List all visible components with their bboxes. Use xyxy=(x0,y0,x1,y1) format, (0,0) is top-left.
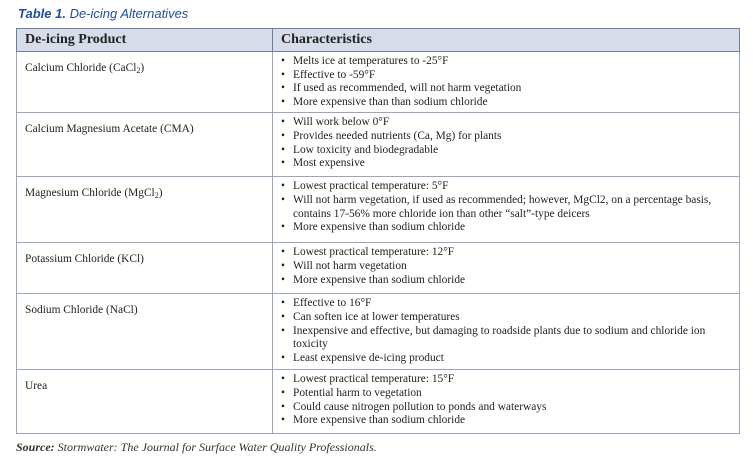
table-row xyxy=(17,243,740,294)
table-row xyxy=(17,52,740,113)
characteristic-item: • Will not harm vegetation, if used as recommended; however, MgCl2, on a percentage basis, contains 17-56% more chloride ion than other “salt”-type deicers xyxy=(279,194,731,221)
caption-title: De-icing Alternatives xyxy=(69,6,189,21)
characteristic-item: • Will work below 0°F xyxy=(279,116,731,130)
product-cell: Sodium Chloride (NaCl) xyxy=(17,294,273,370)
table-row xyxy=(17,177,740,243)
product-cell: Urea xyxy=(17,370,273,434)
characteristic-item: • Effective to 16°F xyxy=(279,297,731,311)
characteristic-item: • More expensive than sodium chloride xyxy=(279,221,731,235)
product-cell: Calcium Magnesium Acetate (CMA) xyxy=(17,113,273,177)
characteristic-item: • Most expensive xyxy=(279,157,731,171)
source-text: Stormwater: The Journal for Surface Water Quality Professionals. xyxy=(57,440,377,454)
characteristics-cell xyxy=(273,294,740,370)
characteristic-item: • If used as recommended, will not harm vegetation xyxy=(279,82,731,96)
table-header-row xyxy=(17,29,740,52)
characteristics-cell xyxy=(273,52,740,113)
source-label: Source: xyxy=(16,440,55,454)
characteristic-item: • More expensive than sodium chloride xyxy=(279,414,731,428)
characteristic-item: • Lowest practical temperature: 12°F xyxy=(279,246,731,260)
characteristics-cell xyxy=(273,370,740,434)
characteristic-item: • Inexpensive and effective, but damaging to roadside plants due to sodium and chloride ion toxicity xyxy=(279,325,731,352)
characteristics-cell xyxy=(273,243,740,294)
characteristic-item: • Least expensive de-icing product xyxy=(279,352,731,366)
characteristic-item: • Can soften ice at lower temperatures xyxy=(279,311,731,325)
column-header-characteristics: Characteristics xyxy=(273,29,740,52)
characteristic-item: • Will not harm vegetation xyxy=(279,260,731,274)
product-cell: Calcium Chloride (CaCl$_2$) xyxy=(17,52,273,113)
product-cell: Potassium Chloride (KCl) xyxy=(17,243,273,294)
characteristic-item: • Lowest practical temperature: 5°F xyxy=(279,180,731,194)
product-cell: Magnesium Chloride (MgCl$_2$) xyxy=(17,177,273,243)
table-row xyxy=(17,113,740,177)
characteristics-cell xyxy=(273,177,740,243)
characteristic-item: • Provides needed nutrients (Ca, Mg) for plants xyxy=(279,130,731,144)
characteristic-item: • Potential harm to vegetation xyxy=(279,387,731,401)
characteristic-item: • Effective to -59°F xyxy=(279,69,731,83)
column-header-product: De-icing Product xyxy=(17,29,273,52)
table-caption xyxy=(18,6,188,21)
deicing-table xyxy=(16,28,740,434)
table-row xyxy=(17,294,740,370)
source-note xyxy=(16,440,377,455)
characteristic-item: • More expensive than sodium chloride xyxy=(279,274,731,288)
table-row xyxy=(17,370,740,434)
characteristic-item: • Could cause nitrogen pollution to ponds and waterways xyxy=(279,401,731,415)
characteristic-item: • Lowest practical temperature: 15°F xyxy=(279,373,731,387)
characteristic-item: • Low toxicity and biodegradable xyxy=(279,144,731,158)
characteristic-item: • More expensive than than sodium chloride xyxy=(279,96,731,110)
caption-label: Table 1. xyxy=(18,6,66,21)
characteristic-item: • Melts ice at temperatures to -25°F xyxy=(279,55,731,69)
characteristics-cell xyxy=(273,113,740,177)
